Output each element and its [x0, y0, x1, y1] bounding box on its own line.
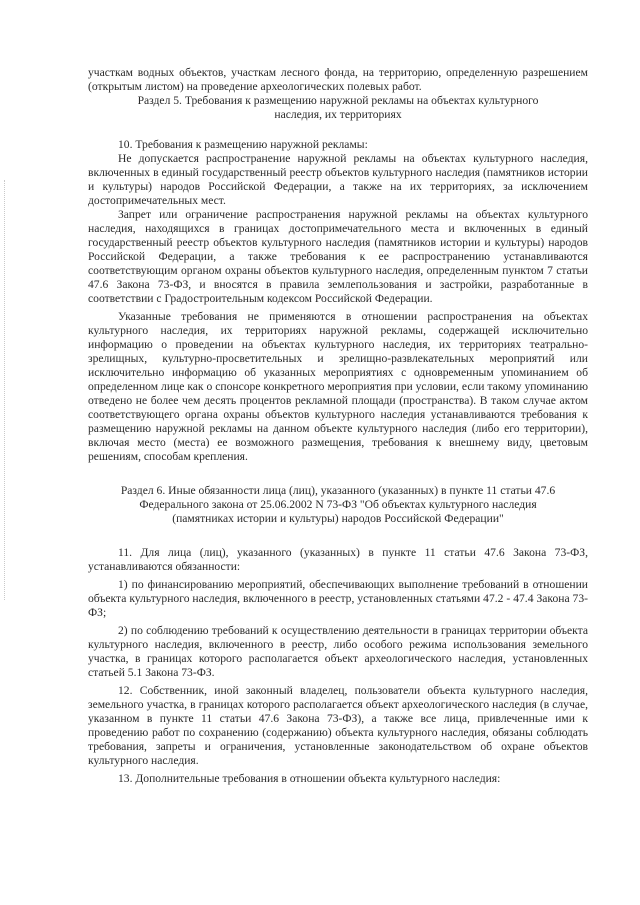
item-10-paragraph-2: Запрет или ограничение распространения наружной рекламы на объектах культурного наследия, находящихся в границах достопримечательного места и включенных в единый государственный реестр объектов культурного наследия (памятников истории и культуры) народов Российской Федерации, а также требования к ее распространению устанавливаются соответствующим органом охраны объектов культурного наследия, определенным пунктом 7 статьи 47.6 Закона 73-ФЗ, и вносятся в правила землепользования и застройки, разработанные в соответствии с Градостроительным кодексом Российской Федерации.: [88, 208, 588, 305]
section-6-heading: Раздел 6. Иные обязанности лица (лиц), указанного (указанных) в пункте 11 статьи 47.6 Федерального закона от 25.06.2002 N 73-ФЗ "Об объектах культурного наследия (памятниках истории и культуры) народов Российской Федерации": [120, 484, 556, 525]
item-11-subitem-1: 1) по финансированию мероприятий, обеспечивающих выполнение требований в отношении объекта культурного наследия, включенного в реестр, установленных статьями 47.2 - 47.4 Закона 73-ФЗ;: [88, 578, 588, 619]
section-5-heading: Раздел 5. Требования к размещению наружной рекламы на объектах культурного наследия, их территориях: [137, 94, 539, 121]
scan-edge-marks: [4, 180, 11, 600]
item-11-heading: 11. Для лица (лиц), указанного (указанных) в пункте 11 статьи 47.6 Закона 73-ФЗ, устанавливаются обязанности:: [88, 546, 588, 573]
continuation-paragraph: участкам водных объектов, участкам лесного фонда, на территорию, определенную разрешением (открытым листом) на проведение археологических полевых работ.: [88, 66, 588, 93]
item-12-paragraph: 12. Собственник, иной законный владелец, пользователи объекта культурного наследия, земельного участка, в границах которого располагается объект археологического наследия (в случае, указанном в пункте 11 статьи 47.6 Закона 73-ФЗ), а также все лица, привлеченные ими к проведению работ по сохранению (содержанию) объекта культурного наследия, обязаны соблюдать требования, запреты и ограничения, установленные законодательством об охране объектов культурного наследия.: [88, 684, 588, 767]
item-13-heading: 13. Дополнительные требования в отношении объекта культурного наследия:: [118, 772, 501, 785]
item-11-subitem-2: 2) по соблюдению требований к осуществлению деятельности в границах территории объекта культурного наследия, включенного в реестр, либо особого режима использования земельного участка, в границах которого располагается объект археологического наследия, установленных статьей 5.1 Закона 73-ФЗ.: [88, 624, 588, 679]
item-10-paragraph-1: Не допускается распространение наружной рекламы на объектах культурного наследия, включенных в единый государственный реестр объектов культурного наследия (памятников истории и культуры) народов Российской Федерации, а также на их территориях, за исключением достопримечательных мест.: [88, 152, 588, 207]
item-10-paragraph-3: Указанные требования не применяются в отношении распространения на объектах культурного наследия, их территориях наружной рекламы, содержащей исключительно информацию о проведении на объектах культурного наследия, их территориях театрально-зрелищных, культурно-просветительных и зрелищно-развлекательных мероприятий или исключительно информацию об указанных мероприятиях с одновременным упоминанием об определенном лице как о спонсоре конкретного мероприятия при условии, если такому упоминанию отведено не более чем десять процентов рекламной площади (пространства). В таком случае актом соответствующего органа охраны объектов культурного наследия устанавливаются требования к размещению наружной рекламы на данном объекте культурного наследия (либо его территории), включая место (места) ее возможного размещения, требования к внешнему виду, цветовым решениям, способам крепления.: [88, 310, 588, 463]
item-10-heading: 10. Требования к размещению наружной рекламы:: [118, 138, 368, 151]
